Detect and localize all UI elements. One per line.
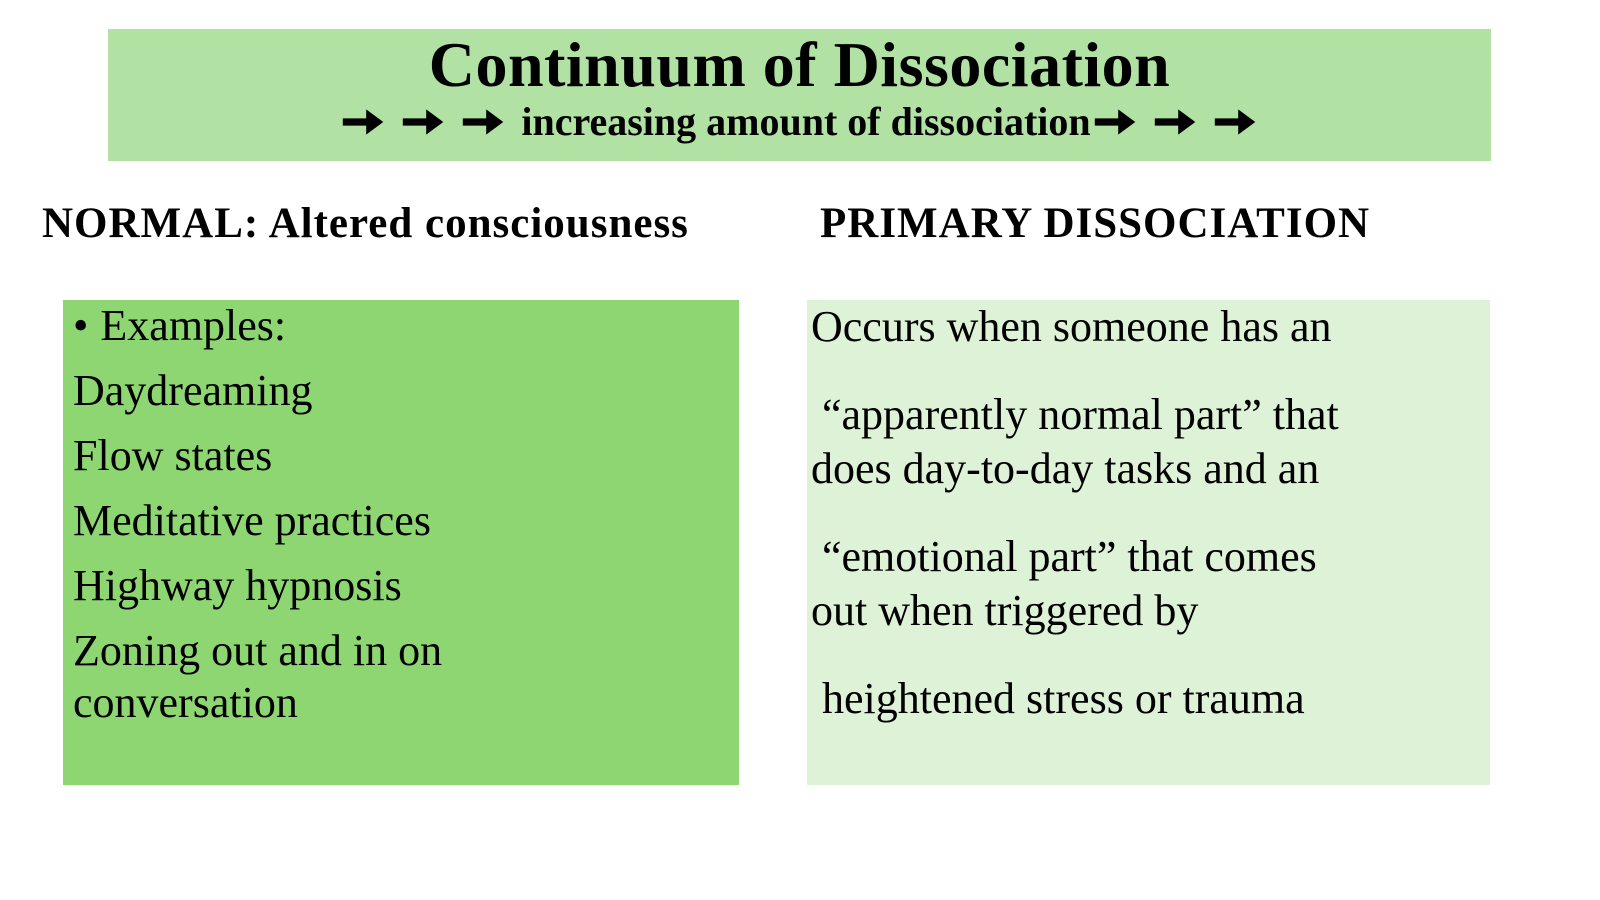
paragraph (811, 300, 1482, 354)
paragraph-line: out when triggered by (811, 586, 1199, 635)
list-item (73, 625, 727, 729)
right-arrow-icon (1093, 103, 1138, 141)
paragraph (811, 530, 1482, 638)
banner-subtitle-text: increasing amount of dissociation (521, 99, 1091, 144)
right-arrow-icon (1153, 103, 1198, 141)
paragraph-line: “apparently normal part” that (811, 390, 1339, 439)
examples-header-row (73, 300, 727, 352)
right-arrow-icon (401, 103, 446, 141)
normal-examples-box (63, 300, 739, 785)
paragraph-line: does day-to-day tasks and an (811, 444, 1320, 493)
paragraph-line: “emotional part” that comes (811, 532, 1317, 581)
list-item-text: Zoning out and in on (73, 626, 443, 675)
leading-arrows (341, 103, 506, 141)
list-item-text: Highway hypnosis (73, 561, 402, 610)
list-item (73, 365, 727, 417)
list-item-text: Meditative practices (73, 496, 431, 545)
banner-subtitle (108, 99, 1491, 145)
left-column-heading: NORMAL: Altered consciousness (42, 200, 689, 247)
title-banner (108, 29, 1491, 161)
examples-header-label: Examples: (100, 301, 287, 350)
paragraph-line: Occurs when someone has an (811, 302, 1332, 351)
right-arrow-icon (461, 103, 506, 141)
right-column-heading: PRIMARY DISSOCIATION (820, 200, 1371, 247)
list-item (73, 495, 727, 547)
list-item (73, 560, 727, 612)
right-arrow-icon (341, 103, 386, 141)
list-item (73, 430, 727, 482)
list-item-text: conversation (73, 678, 298, 727)
trailing-arrows (1093, 103, 1258, 141)
bullet-icon: • (73, 301, 89, 350)
paragraph (811, 672, 1482, 726)
primary-dissociation-box (807, 300, 1490, 785)
right-arrow-icon (1213, 103, 1258, 141)
slide-title: Continuum of Dissociation (428, 29, 1171, 100)
paragraph (811, 388, 1482, 496)
list-item-text: Daydreaming (73, 366, 313, 415)
paragraph-line: heightened stress or trauma (811, 674, 1305, 723)
list-item-text: Flow states (73, 431, 273, 480)
